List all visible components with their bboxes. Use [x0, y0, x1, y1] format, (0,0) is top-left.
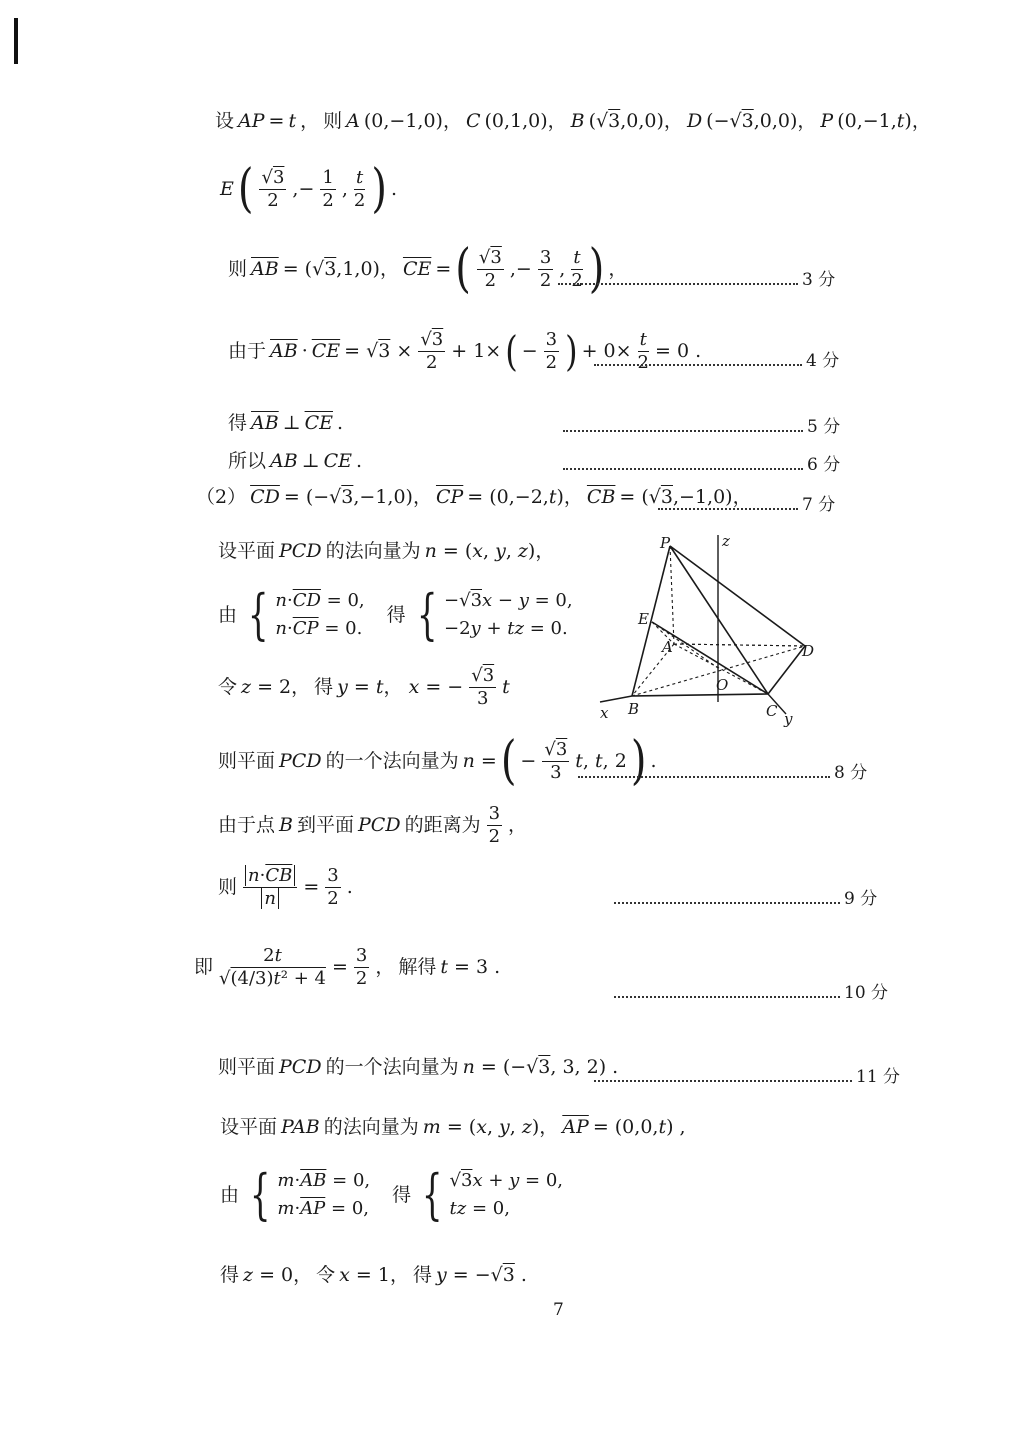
text-ling: 令 — [218, 675, 238, 698]
text-yige-faxiangliang-2: 的一个法向量为 — [325, 1056, 459, 1078]
text-juli-wei: 的距离为 — [404, 813, 481, 836]
text-you: 由 — [218, 603, 238, 626]
text-faxiangliang: 的法向量为 — [325, 540, 421, 562]
text-ling-2: 令 — [316, 1264, 336, 1286]
score-5: 5 分 — [563, 412, 840, 437]
score-6: 6 分 — [563, 450, 840, 475]
line-solve-t: 即 $\frac{2t}{\text{√(4/3)t² + 4}}$ = $\frac{3}{2}$ ， 解得 t = 3 . — [194, 945, 501, 989]
line-normal-pcd-def: 设平面 PCD 的法向量为 n = (x, y, z)， — [218, 540, 555, 562]
text-youyu: 由于 — [228, 339, 267, 362]
label-p: P — [660, 534, 671, 552]
text-ze-2: 则 — [228, 257, 248, 280]
text-faxiangliang-2: 的法向量为 — [323, 1116, 419, 1138]
text-de-5: 得 — [220, 1264, 240, 1286]
label-z: z — [722, 532, 730, 550]
label-x: x — [600, 704, 609, 722]
text-part2: （2） — [196, 486, 247, 508]
edge-bc — [632, 694, 768, 696]
score-11: 11 分 — [594, 1062, 900, 1087]
text-de-6: 得 — [412, 1264, 432, 1286]
text-de: 得 — [228, 412, 248, 434]
line-system-pab: 由 { $m\cdot\overline{AB} = 0$, $m\cdot\overline{AP} = 0$, 得 { √3x + y = 0, tz = 0, — [220, 1163, 563, 1226]
line-coordinates: 设 AP = t ， 则 A (0,−1,0)， C (0,1,0)， B (√3,0,0)， D (−√3,0,0)， P (0,−1,t)， — [215, 110, 931, 132]
edge-cd — [768, 646, 805, 694]
page-number: 7 — [553, 1300, 564, 1320]
line-perp-lines: 所以 AB ⊥ CE . — [228, 450, 363, 472]
text-de-3: 得 — [314, 675, 334, 698]
text-ze-3: 则 — [218, 875, 238, 898]
text-suoyi: 所以 — [228, 450, 267, 472]
label-e: E — [638, 610, 649, 628]
text-jiede: 解得 — [398, 955, 437, 978]
line-normal-pab-def: 设平面 PAB 的法向量为 m = (x, y, z)， $\overline{AP}$ = (0,0,t) , — [220, 1116, 686, 1138]
text-she: 设 — [215, 110, 235, 132]
label-o: O — [716, 676, 729, 694]
score-10: 10 分 — [614, 978, 888, 1003]
text-she-pingmian: 设平面 — [218, 540, 276, 562]
text-ji: 即 — [194, 955, 214, 978]
line-dot-product: 由于 $\overline{AB}$ · $\overline{CE}$ = √3 × $\frac{√3}{2}$ + 1× ( − $\frac{3}{2}$ ) + 0× $\frac{t}{2}$ = 0 . — [228, 326, 702, 376]
label-y: y — [784, 710, 793, 728]
text-you-2: 由 — [220, 1183, 240, 1206]
line-part2-vectors: （2） $\overline{CD}$ = (−√3,−1,0)， $\overline{CP}$ = (0,−2,t)， $\overline{CB}$ = (√3,−1,0)， — [196, 486, 752, 508]
line-distance-formula: 则 $\frac{n\cdot\overline{CB}}{n}$ = $\frac{3}{2}$ . — [218, 865, 353, 909]
edge-pc — [670, 546, 768, 694]
text-ze: 则 — [323, 110, 343, 132]
page-edge-mark — [14, 18, 18, 64]
label-a: A — [662, 638, 673, 656]
score-8: 8 分 — [578, 758, 867, 783]
score-7: 7 分 — [658, 490, 835, 515]
pyramid-figure — [590, 530, 814, 730]
score-9: 9 分 — [614, 884, 877, 909]
score-3: 3 分 — [558, 265, 835, 290]
text-she-pingmian-2: 设平面 — [220, 1116, 278, 1138]
text-de-4: 得 — [392, 1183, 412, 1206]
edge-pd — [670, 546, 805, 646]
label-c: C — [766, 702, 778, 720]
text-yige-faxiangliang: 的一个法向量为 — [325, 749, 459, 772]
text-de-2: 得 — [386, 603, 406, 626]
line-normal-pcd-2: 则平面 PCD 的一个法向量为 n = (−√3, 3, 2) . — [218, 1056, 619, 1078]
line-perp-vec: 得 $\overline{AB}$ ⊥ $\overline{CE}$ . — [228, 412, 344, 434]
line-distance: 由于点 B 到平面 PCD 的距离为 $\frac{3}{2}$ ， — [218, 803, 528, 847]
line-vectors-ab-ce: 则 $\overline{AB}$ = (√3,1,0)， $\overline{CE}$ = ( $\frac{√3}{2}$ ,− $\frac{3}{2}$ , $\frac{t}{2}$ ) ， — [228, 239, 628, 300]
label-b: B — [628, 700, 640, 718]
line-normal-pcd-1: 则平面 PCD 的一个法向量为 n = ( − $\frac{√3}{3}$ t, t, 2 ) . — [218, 731, 657, 792]
text-ze-pingmian-2: 则平面 — [218, 1056, 276, 1078]
score-4: 4 分 — [594, 346, 839, 371]
text-youyu-dian: 由于点 — [218, 813, 276, 836]
line-point-e: E ( $\frac{√3}{2}$ ,− $\frac{1}{2}$ , $\frac{t}{2}$ ) . — [220, 159, 397, 220]
line-result-m: 得 z = 0， 令 x = 1， 得 y = −√3 . — [220, 1264, 527, 1286]
text-ze-pingmian: 则平面 — [218, 749, 276, 772]
line-let-z: 令 z = 2， 得 y = t， x = − $\frac{√3}{3}$ t — [218, 665, 510, 709]
label-d: D — [801, 642, 814, 660]
text-dao-pingmian: 到平面 — [296, 813, 354, 836]
line-system-pcd: 由 { $n\cdot\overline{CD} = 0$, $n\cdot\overline{CP} = 0$. 得 { −√3x − y = 0, −2y + tz = 0. — [218, 583, 573, 646]
segment-ce — [652, 622, 768, 694]
